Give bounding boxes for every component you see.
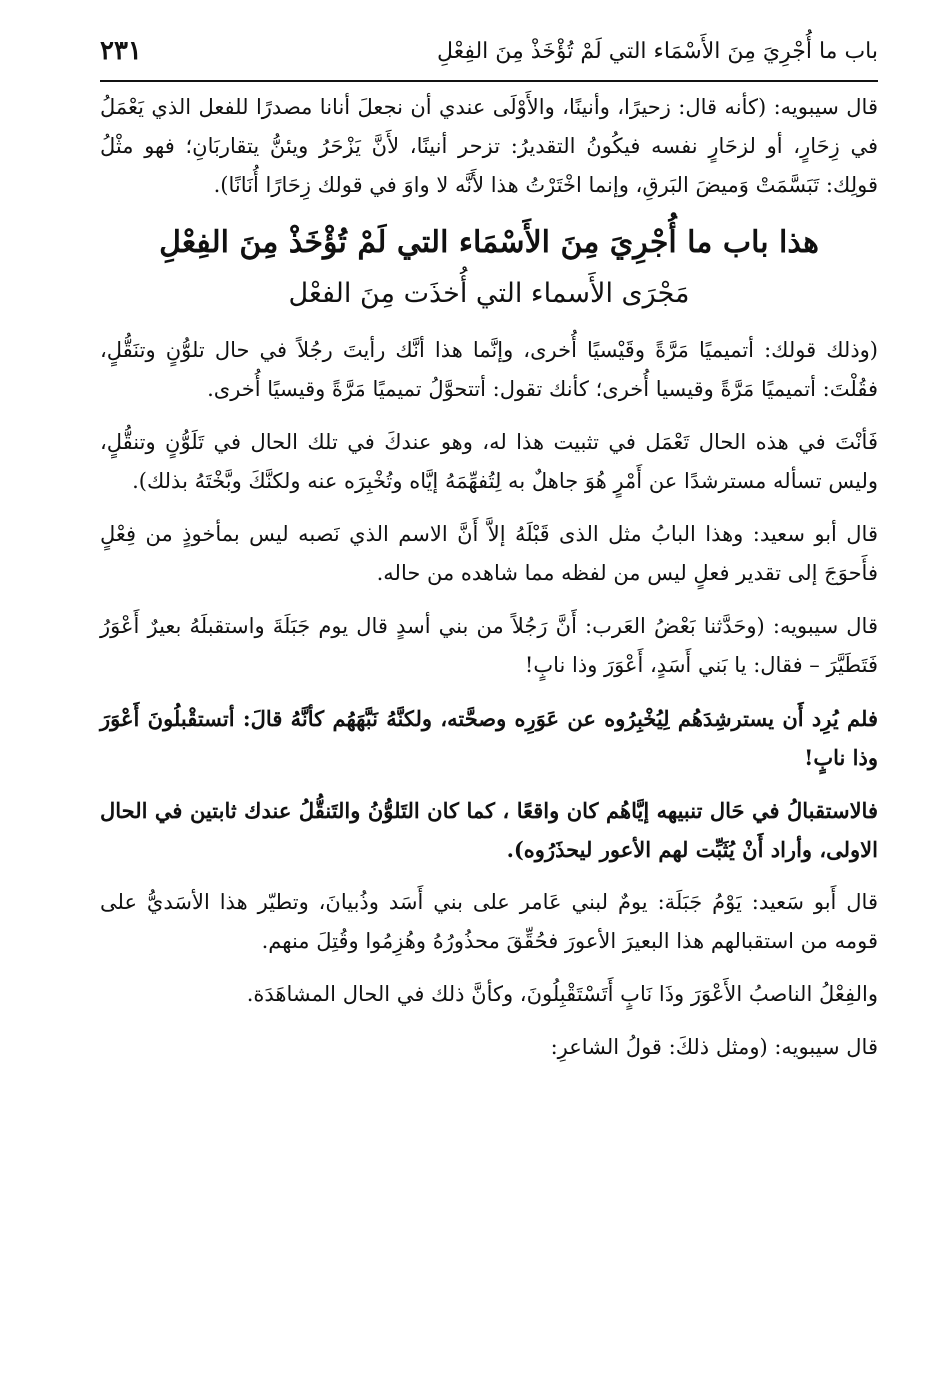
paragraph-sibawayh-2: قال سيبويه: (وحَدَّثنا بَعْضُ العَرب: أَنَّ رَجُلاً من بني أسدٍ قال يوم جَبَلَةَ واستقبلَهُ بعيرٌ أَعْوَرُ فَتَطَيَّرَ – فقال: يا بَني أَسَدٍ، أَعْوَرَ وذا نابٍ! (100, 614, 878, 677)
paragraph-nasib: والفِعْلُ الناصبُ الأَعْوَرَ وذَا نَابٍ أَتَسْتَقْبِلُونَ، وكأنَّ ذلك في الحال المشاهَدَة. (246, 982, 878, 1006)
paragraph-example-tamimi: (وذلك قولك: أتميميًا مَرَّةً وقَيْسيًا أُخرى، وإنَّما هذا أنَّك رأيتَ رجُلاً في حال تلوُّنٍ وتنَقُّلٍ، فقُلْتَ: أتميميًا مَرَّةً وقيسيا أُخرى؛ كأنك تقول: أتتحوَّلُ تميميًا مَرَّةً وقيسيًا أُخرى. (100, 338, 878, 401)
paragraph-explanation: فَأنْتَ في هذه الحال تَعْمَل في تثبيت هذا له، وهو عندكَ في تلك الحال في تَلَوُّنٍ وتنقُّلٍ، وليس تسأله مسترشدًا عن أَمْرٍ هُوَ جاهلٌ به لِتُفهِّمَهُ إيَّاه وتُخْبِرَه عنه ولكنَّكَ وبَّخْتَهُ بذلك). (100, 430, 878, 493)
paragraph-sibawayh-3: قال سيبويه: (ومثل ذلكَ: قولُ الشاعرِ: (550, 1035, 878, 1059)
page-body (100, 88, 878, 1067)
paragraph-sibawayh-1: قال سيبويه: (كأنه قال: زحيرًا، وأنينًا، والأَوْلَى عندي أن نجعلَ أنانا مصدرًا للفعل الذي يَعْمَلُ في زِحَارٍ، أو لزحَارٍ نفسه فيكُونُ التقديرُ: تزحر أنينًا، لأَنَّ يَزْحَرُ ويئنُّ يتقاربَانِ؛ فهو مثْلُ قولِك: تَبَسَّمَتْ وَميضَ البَرقِ، وإنما اخْتَرْتُ هذا لأَنَّه لا واوَ في قولك زِحَارًا أُنَانًا). (100, 95, 878, 197)
paragraph-abu-said-2: قال أَبو سَعيد: يَوْمُ جَبَلَة: يومٌ لبني عَامر على بني أَسَد وذُبيانَ، وتطيّر هذا الأسَديُّ على قومه من استقبالهم هذا البعيرَ الأعورَ فحُقِّقَ محذُورُهُ وهُزِمُوا وقُتِلَ منهم. (100, 890, 878, 953)
paragraph-istiqbal: فالاستقبالُ في حَال تنبيهه إيَّاهُم كان واقعًا ، كما كان التَلوُّنُ والتَنقُّلُ عندك ثابتين في الحال الاولى، وأراد أَنْ يُثَبِّت لهم الأعور ليحذَرُوه). (100, 798, 878, 862)
page-number: ٢٣١ (100, 36, 142, 66)
chapter-title: هذا باب ما أُجْرِيَ مِنَ الأَسْمَاء التي لَمْ تُؤْخَذْ مِنَ الفِعْلِ (159, 225, 819, 260)
chapter-subtitle: مَجْرَى الأَسماء التي أُخذَت مِنَ الفعْل (288, 278, 690, 309)
paragraph-abu-said-1: قال أبو سعيد: وهذا البابُ مثل الذى قَبْلَهُ إلاَّ أَنَّ الاسم الذي نَصبه ليس بمأخوذٍ من فِعْلٍ فأَحوَجَ إلى تقدير فعلٍ ليس من لفظه مما شاهده من حاله. (100, 522, 878, 585)
paragraph-warning: فلم يُرِد أَن يسترشِدَهُم لِيُخْبِرُوه عن عَوَرِه وصحَّته، ولكنَّهُ نَبَّهَهُم كأنَّهُ قالَ: أتستقْبلُونَ أَعْوَرَ وذا نابٍ! (100, 706, 878, 770)
running-header-title: باب ما أُجْرِيَ مِنَ الأَسْمَاء التي لَمْ تُؤْخَذْ مِنَ الفِعْلِ (437, 38, 878, 64)
running-header (100, 22, 878, 82)
